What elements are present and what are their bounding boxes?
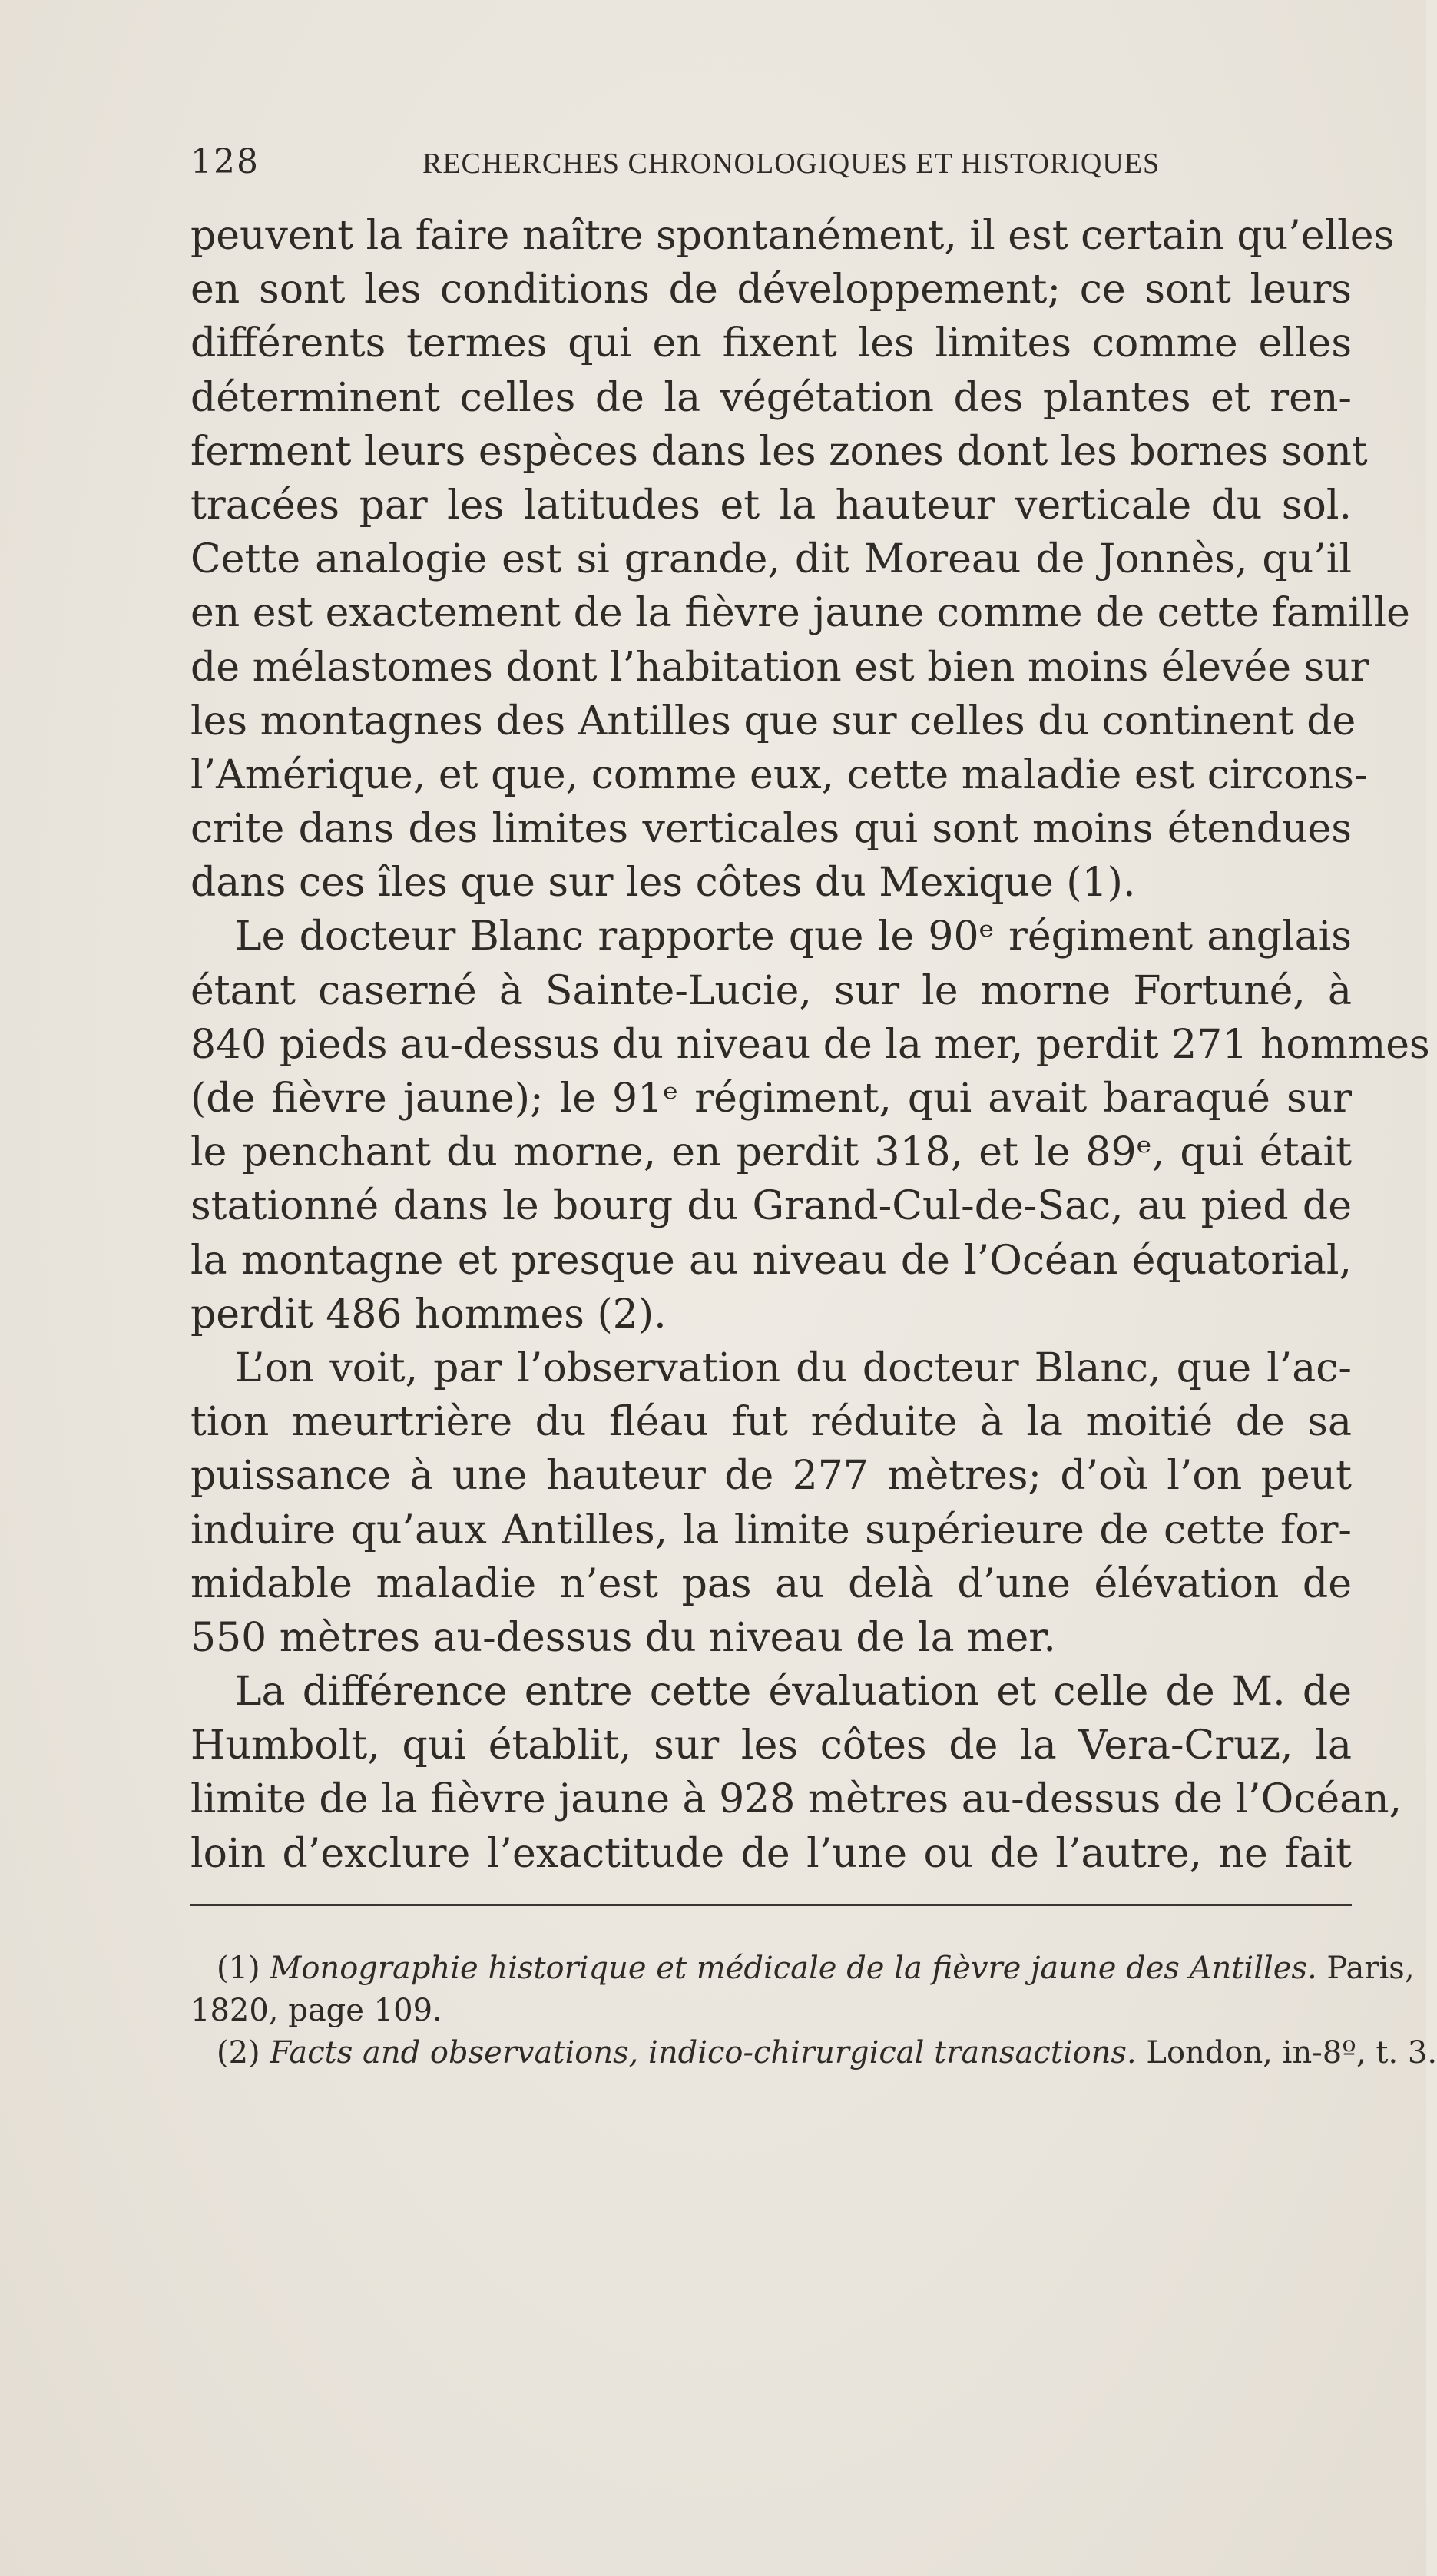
text-line: midable maladie n’est pas au delà d’une élévation de [190, 1560, 1352, 1607]
text-line: limite de la fièvre jaune à 928 mètres au-dessus de l’Océan, [190, 1776, 1402, 1823]
text-line: loin d’exclure l’exactitude de l’une ou de l’autre, ne fait [190, 1830, 1352, 1877]
text-line: tracées par les latitudes et la hauteur verticale du sol. [190, 482, 1352, 529]
text-line: la montagne et presque au niveau de l’Océan équatorial, [190, 1237, 1352, 1284]
text-line: Cette analogie est si grande, dit Moreau de Jonnès, qu’il [190, 536, 1352, 583]
text-line: ferment leurs espèces dans les zones dont les bornes sont [190, 428, 1368, 475]
text-line: Humbolt, qui établit, sur les côtes de la Vera-Cruz, la [190, 1722, 1352, 1769]
footnote-1 [190, 1948, 1415, 1990]
text-line: 840 pieds au-dessus du niveau de la mer, perdit 271 hommes [190, 1021, 1430, 1068]
footnote-1-continued: 1820, page 109. [190, 1993, 442, 2028]
footnote-title: Monographie historique et médicale de la fièvre jaune des Antilles. [270, 1951, 1317, 1986]
footnote-text: Paris, [1326, 1951, 1415, 1986]
text-line: les montagnes des Antilles que sur celles du continent de [190, 698, 1356, 744]
text-line: (de fièvre jaune); le 91ᵉ régiment, qui avait baraqué sur [190, 1076, 1352, 1122]
text-line: déterminent celles de la végétation des plantes et ren- [190, 374, 1352, 421]
footnote-title: Facts and observations, indico-chirurgical transactions. [270, 2035, 1137, 2070]
text-line: en est exactement de la fièvre jaune comme de cette famille [190, 590, 1410, 637]
body-text [190, 209, 1430, 1881]
text-line: La différence entre cette évaluation et celle de M. de [235, 1669, 1352, 1716]
text-line: l’Amérique, et que, comme eux, cette maladie est circons- [190, 751, 1368, 798]
text-line: tion meurtrière du fléau fut réduite à la moitié de sa [190, 1399, 1352, 1446]
text-line: crite dans des limites verticales qui sont moins étendues [190, 806, 1352, 853]
page-header [190, 142, 1358, 188]
text-line: le penchant du morne, en perdit 318, et le 89ᵉ, qui était [190, 1129, 1352, 1176]
text-line: perdit 486 hommes (2). [190, 1291, 667, 1338]
footnotes [190, 1948, 1437, 2074]
footnote-mark: (2) [217, 2035, 260, 2070]
running-head: RECHERCHES CHRONOLOGIQUES ET HISTORIQUES [422, 148, 1161, 180]
text-line: puissance à une hauteur de 277 mètres; d’où l’on peut [190, 1453, 1352, 1500]
text-line: L’on voit, par l’observation du docteur Blanc, que l’ac- [235, 1344, 1352, 1391]
footnote-mark: (1) [217, 1951, 260, 1986]
footnote-rule [190, 1904, 1352, 1906]
text-line: peuvent la faire naître spontanément, il est certain qu’elles [190, 213, 1395, 259]
footnote-text: London, in-8º, t. 3. [1146, 2035, 1437, 2070]
text-line: dans ces îles que sur les côtes du Mexique (1). [190, 860, 1136, 907]
text-line: différents termes qui en fixent les limites comme elles [190, 320, 1352, 367]
text-line: en sont les conditions de développement; ce sont leurs [190, 267, 1352, 313]
text-line: 550 mètres au-dessus du niveau de la mer. [190, 1614, 1056, 1661]
text-line: étant caserné à Sainte-Lucie, sur le morne Fortuné, à [190, 967, 1352, 1014]
footnote-2 [190, 2032, 1437, 2074]
text-line: Le docteur Blanc rapporte que le 90ᵉ régiment anglais [235, 913, 1352, 960]
text-line: stationné dans le bourg du Grand-Cul-de-Sac, au pied de [190, 1183, 1352, 1230]
text-line: de mélastomes dont l’habitation est bien moins élevée sur [190, 644, 1369, 691]
page-number: 128 [190, 142, 260, 181]
text-line: induire qu’aux Antilles, la limite supérieure de cette for- [190, 1507, 1352, 1553]
